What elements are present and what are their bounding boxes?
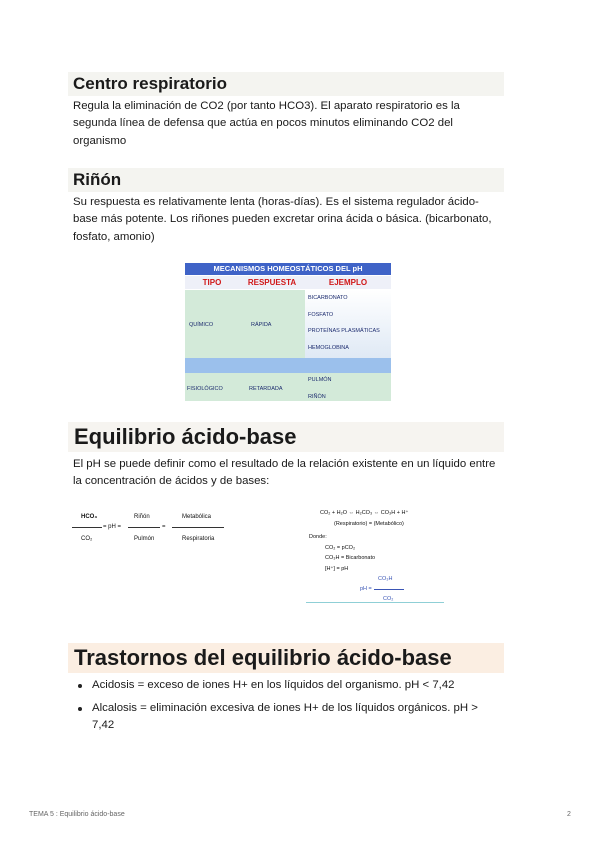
list-item-text: Acidosis = exceso de iones H+ en los líquidos del organismo. pH < 7,42 xyxy=(92,679,455,691)
formula-left-co2: CO₂ xyxy=(81,536,93,542)
table-cell-proteinas: PROTEÍNAS PLASMÁTICAS xyxy=(308,328,380,334)
formula-left-eq-ph: = pH = xyxy=(103,524,122,530)
formula-right-frac-den: CO₂ xyxy=(383,596,394,602)
homeostatic-mechanisms-table xyxy=(185,263,391,401)
bullet-icon xyxy=(78,684,82,688)
formula-right-line2: (Respiratorio) = (Metabólico) xyxy=(334,521,404,527)
table-title: MECANISMOS HOMEOSTÁTICOS DEL pH xyxy=(185,263,391,275)
list-item-text: Alcalosis = eliminación excesiva de iones H+ de los líquidos orgánicos. pH > 7,42 xyxy=(92,702,478,732)
formula-left-pulmon: Pulmón xyxy=(134,536,155,542)
table-cell-rapida: RÁPIDA xyxy=(251,322,272,328)
table-cell-rinon: RIÑÓN xyxy=(308,394,326,400)
formula-right-def3: [H⁺] = pH xyxy=(325,566,349,572)
table-header-respuesta: RESPUESTA xyxy=(239,276,305,289)
formula-left-eq2: = xyxy=(162,524,166,530)
table-cell-fosfato: FOSFATO xyxy=(308,312,334,318)
heading-rinon: Riñón xyxy=(68,168,504,192)
table-cell-fisiologico: FISIOLÓGICO xyxy=(187,386,223,392)
table-separator-band xyxy=(185,358,391,373)
paragraph-rinon: Su respuesta es relativamente lenta (horas-días). Es el sistema regulador ácido-base más potente. Los riñones pueden excretar orina ácida o básica. (bicarbonato, fosfato, amonio) xyxy=(73,196,492,243)
table-header-tipo: TIPO xyxy=(185,276,239,289)
footer-left: TEMA 5 : Equilibrio ácido-base xyxy=(29,811,125,818)
table-cell-bicarbonato: BICARBONATO xyxy=(308,295,348,301)
formula-left-rinon: Riñón xyxy=(134,514,150,520)
table-cell-retardada: RETARDADA xyxy=(249,386,283,392)
table-header-ejemplo: EJEMPLO xyxy=(305,276,391,289)
formula-right-underline xyxy=(306,602,444,603)
heading-trastornos: Trastornos del equilibrio ácido-base xyxy=(68,643,504,673)
heading-centro-respiratorio: Centro respiratorio xyxy=(68,72,504,96)
formula-right-frac-num: CO₃H xyxy=(378,576,393,582)
formula-right-line1: CO₂ + H₂O ⇔ H₂CO₃ ⇔ CO₃H + H⁺ xyxy=(320,510,409,516)
heading-equilibrio: Equilibrio ácido-base xyxy=(68,422,504,452)
formula-right-frac-label: pH = xyxy=(360,586,372,592)
bullet-icon xyxy=(78,707,82,711)
formula-right-donde: Donde: xyxy=(309,534,327,540)
table-cell-pulmon: PULMÓN xyxy=(308,377,332,383)
paragraph-equilibrio: El pH se puede definir como el resultado de la relación existente en un líquido entre la concentración de ácidos y de bases: xyxy=(73,458,496,488)
formula-left-metabolica: Metabólica xyxy=(182,514,212,520)
paragraph-centro-respiratorio: Regula la eliminación de CO2 (por tanto HCO3). El aparato respiratorio es la segunda línea de defensa que actúa en pocos minutos eliminando CO2 del organismo xyxy=(73,100,460,147)
footer-page-number: 2 xyxy=(567,811,571,818)
formula-right-def2: CO₃H = Bicarbonato xyxy=(325,555,376,561)
formula-left-hco3: HCO₃ xyxy=(81,514,98,520)
formula-right-def1: CO₂ = pCO₂ xyxy=(325,545,356,551)
table-cell-hemoglobina: HEMOGLOBINA xyxy=(308,345,349,351)
table-cell-quimico: QUÍMICO xyxy=(189,322,214,328)
formula-left-respiratoria: Respiratoria xyxy=(182,536,215,542)
